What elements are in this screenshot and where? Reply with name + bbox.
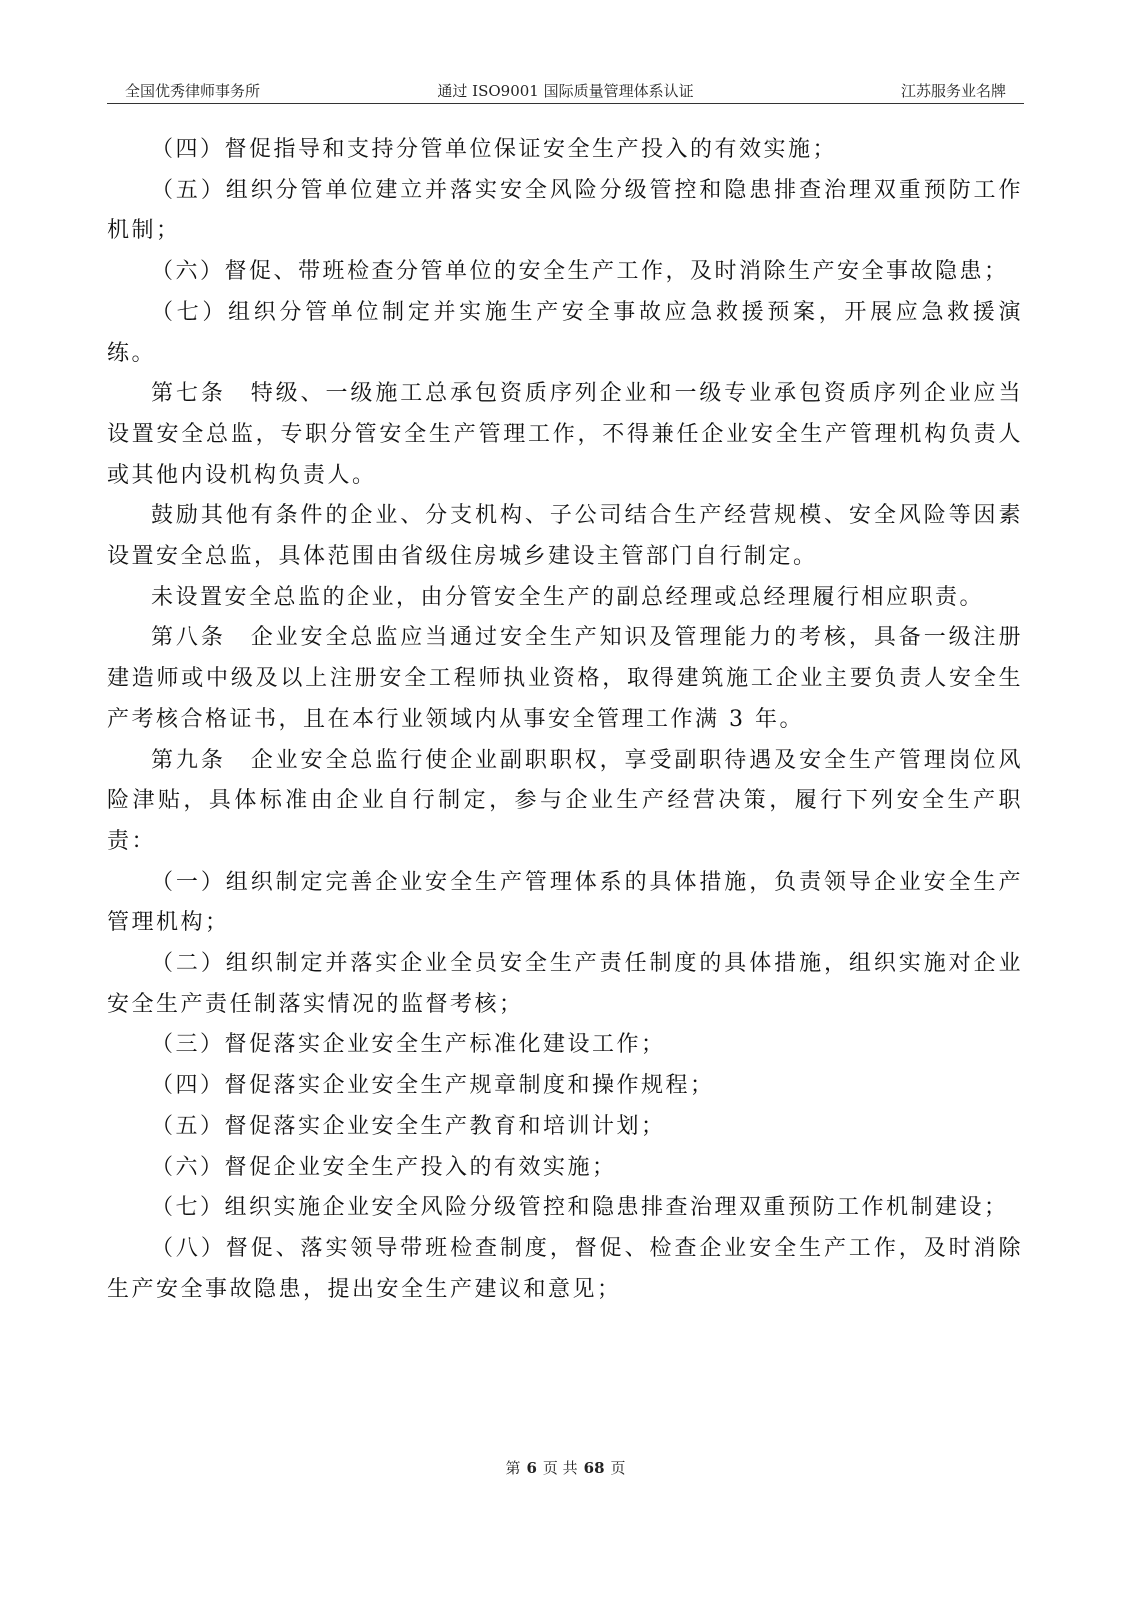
footer-suffix: 页 [610,1459,626,1477]
header-center-text: 通过 ISO9001 国际质量管理体系认证 [437,82,694,100]
paragraph: 第九条 企业安全总监行使企业副职职权，享受副职待遇及安全生产管理岗位风险津贴，具体标准由企业自行制定，参与企业生产经营决策，履行下列安全生产职责： [107,747,1023,854]
paragraph: 第七条 特级、一级施工总承包资质序列企业和一级专业承包资质序列企业应当设置安全总监，专职分管安全生产管理工作，不得兼任企业安全生产管理机构负责人或其他内设机构负责人。 [107,381,1023,488]
page-footer [0,1457,1131,1478]
paragraph: （三）督促落实企业安全生产标准化建设工作； [151,1032,666,1058]
paragraph: （一）组织制定完善企业安全生产管理体系的具体措施，负责领导企业安全生产管理机构； [107,869,1023,936]
paragraph: （六）督促、带班检查分管单位的安全生产工作，及时消除生产安全事故隐患； [151,259,1009,285]
header-divider [107,103,1024,104]
paragraph: （四）督促落实企业安全生产规章制度和操作规程； [151,1073,715,1099]
footer-prefix: 第 [505,1459,521,1477]
paragraph: （二）组织制定并落实企业全员安全生产责任制度的具体措施，组织实施对企业安全生产责任制落实情况的监督考核； [107,951,1023,1017]
current-page-number: 6 [526,1459,537,1477]
paragraph: 第八条 企业安全总监应当通过安全生产知识及管理能力的考核，具备一级注册建造师或中级及以上注册安全工程师执业资格，取得建筑施工企业主要负责人安全生产考核合格证书，且在本行业领域内从事安全管理工作满 3 年。 [107,625,1023,732]
paragraph: （五）组织分管单位建立并落实安全风险分级管控和隐患排查治理双重预防工作机制； [107,177,1023,244]
document-body [107,130,1023,1310]
header-left-text: 全国优秀律师事务所 [125,82,261,100]
page-header [107,76,1024,104]
paragraph: （七）组织分管单位制定并实施生产安全事故应急救援预案，开展应急救援演练。 [107,299,1023,366]
paragraph: 未设置安全总监的企业，由分管安全生产的副总经理或总经理履行相应职责。 [151,584,985,610]
paragraph: （五）督促落实企业安全生产教育和培训计划； [151,1113,666,1139]
footer-middle: 页 共 [542,1459,578,1477]
paragraph: （八）督促、落实领导带班检查制度，督促、检查企业安全生产工作，及时消除生产安全事故隐患，提出安全生产建议和意见； [107,1235,1023,1302]
paragraph: （四）督促指导和支持分管单位保证安全生产投入的有效实施； [151,137,838,162]
total-pages-number: 68 [583,1459,605,1477]
paragraph: （七）组织实施企业安全风险分级管控和隐患排查治理双重预防工作机制建设； [151,1195,1009,1221]
paragraph: （六）督促企业安全生产投入的有效实施； [151,1154,617,1180]
header-right-text: 江苏服务业名牌 [900,82,1006,100]
paragraph: 鼓励其他有条件的企业、分支机构、子公司结合生产经营规模、安全风险等因素设置安全总监，具体范围由省级住房城乡建设主管部门自行制定。 [107,503,1023,570]
